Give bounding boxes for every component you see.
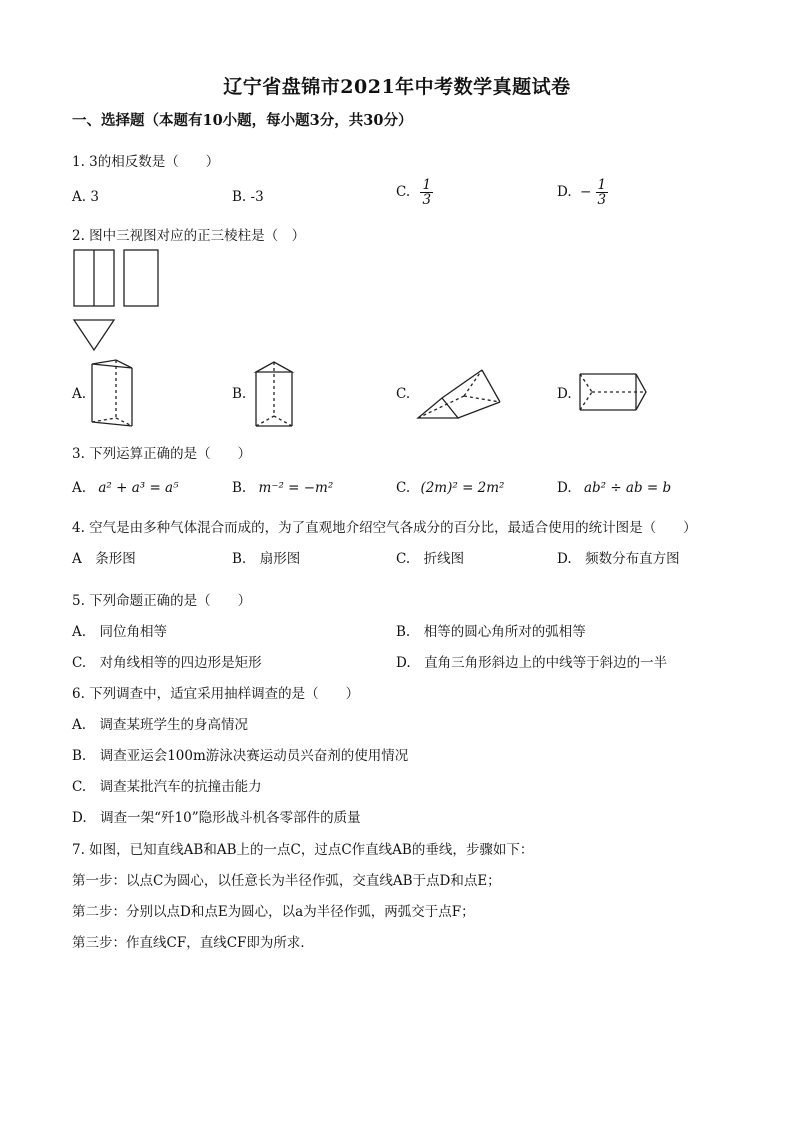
q4-option-b: B. 扇形图: [232, 551, 301, 567]
q3-stem: 3. 下列运算正确的是（ ）: [72, 446, 252, 462]
option-label: C.: [396, 184, 411, 200]
q4-option-c: C. 折线图: [396, 551, 465, 567]
top-view: [74, 320, 114, 350]
q4-option-a: A 条形图: [72, 551, 136, 567]
q2-option-d-prism: [578, 370, 652, 416]
three-view-figure: [72, 248, 164, 354]
q5-option-a: A. 同位角相等: [72, 624, 168, 640]
q4-option-d: D. 频数分布直方图: [557, 551, 680, 567]
q1-option-a: A. 3: [72, 189, 99, 205]
q6-option-a: A. 调查某班学生的身高情况: [72, 717, 249, 733]
q7-stem: 7. 如图，已知直线AB和AB上的一点C，过点C作直线AB的垂线，步骤如下：: [72, 842, 534, 858]
fraction: [596, 178, 609, 207]
q7-step-1: 第一步：以点C为圆心，以任意长为半径作弧，交直线AB于点D和点E；: [72, 873, 501, 889]
side-view: [124, 250, 158, 306]
q5-stem: 5. 下列命题正确的是（ ）: [72, 593, 252, 609]
minus-sign: −: [579, 184, 592, 200]
q6-option-b: B. 调查亚运会100m游泳决赛运动员兴奋剂的使用情况: [72, 748, 409, 764]
option-label: D.: [557, 480, 572, 496]
q5-option-d: D. 直角三角形斜边上的中线等于斜边的一半: [396, 655, 668, 671]
option-label: B.: [232, 480, 247, 496]
q6-stem: 6. 下列调查中，适宜采用抽样调查的是（ ）: [72, 686, 360, 702]
math-expression: (2m)² = 2m²: [420, 480, 505, 496]
q2-stem: 2. 图中三视图对应的正三棱柱是（ ）: [72, 228, 306, 244]
q2-option-a-label: A.: [72, 386, 87, 402]
section-heading: 一、选择题（本题有10小题，每小题3分，共30分）: [72, 112, 413, 129]
q5-option-c: C. 对角线相等的四边形是矩形: [72, 655, 262, 671]
numerator: 1: [597, 177, 607, 193]
fraction: [420, 178, 433, 207]
q7-step-3: 第三步：作直线CF，直线CF即为所求．: [72, 935, 314, 951]
option-label: D.: [557, 184, 572, 200]
q2-option-a-prism: [88, 356, 138, 432]
denominator: 3: [422, 192, 432, 208]
denominator: 3: [597, 192, 607, 208]
q2-option-d-label: D.: [557, 386, 572, 402]
q2-option-b-label: B.: [232, 386, 247, 402]
q3-option-a: [72, 480, 179, 496]
q5-option-b: B. 相等的圆心角所对的弧相等: [396, 624, 586, 640]
q1-stem: 1. 3的相反数是（ ）: [72, 154, 220, 170]
q1-option-c: [396, 178, 433, 207]
page-title: 辽宁省盘锦市2021年中考数学真题试卷: [223, 76, 571, 98]
q4-stem: 4. 空气是由多种气体混合而成的，为了直观地介绍空气各成分的百分比，最适合使用的统计图是（ ）: [72, 520, 697, 536]
numerator: 1: [422, 177, 432, 193]
option-label: A.: [72, 480, 87, 496]
math-expression: m⁻² = −m²: [258, 480, 334, 496]
q3-option-c: [396, 480, 504, 496]
option-label: C.: [396, 480, 411, 496]
q6-option-d: D. 调查一架“歼10”隐形战斗机各零部件的质量: [72, 810, 361, 826]
q2-option-b-prism: [250, 358, 300, 432]
math-expression: a² + a³ = a⁵: [98, 480, 179, 496]
q1-option-d: [557, 178, 608, 207]
q7-step-2: 第二步：分别以点D和点E为圆心，以a为半径作弧，两弧交于点F；: [72, 904, 475, 920]
q3-option-d: [557, 480, 671, 496]
math-expression: ab² ÷ ab = b: [583, 480, 672, 496]
q2-option-c-label: C.: [396, 386, 411, 402]
q2-option-c-prism: [412, 364, 508, 424]
q1-option-b: B. -3: [232, 189, 264, 205]
q3-option-b: [232, 480, 333, 496]
q6-option-c: C. 调查某批汽车的抗撞击能力: [72, 779, 262, 795]
